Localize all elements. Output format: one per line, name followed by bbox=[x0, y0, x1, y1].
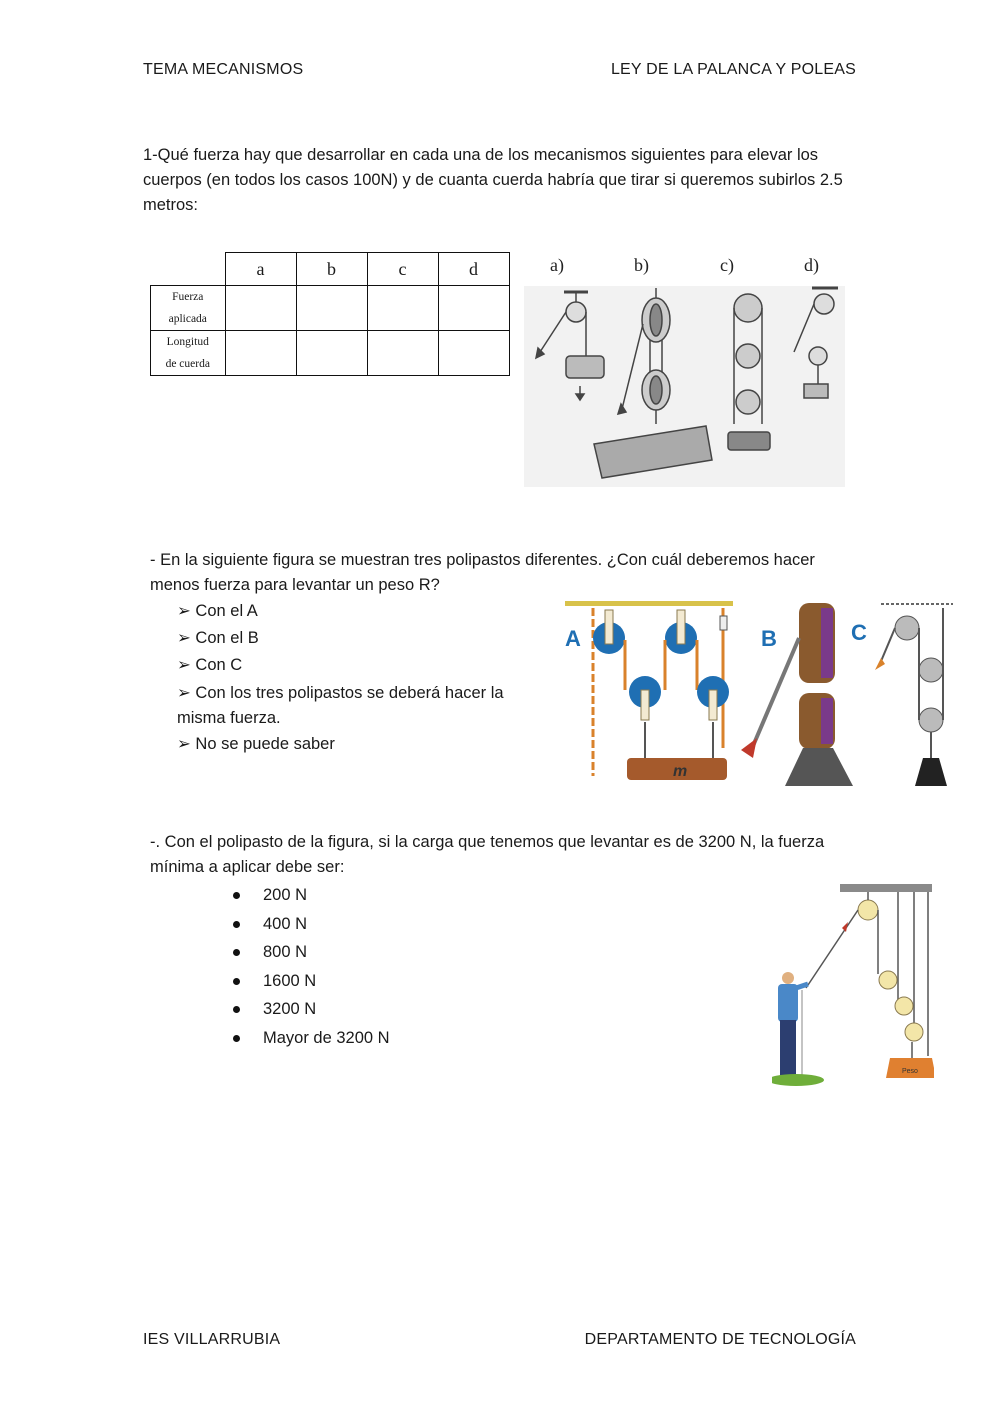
list-item[interactable] bbox=[229, 910, 529, 939]
option-label: Con el A bbox=[195, 602, 258, 620]
list-item[interactable] bbox=[229, 938, 529, 967]
weight-label: Peso bbox=[902, 1068, 918, 1075]
answer-table bbox=[150, 252, 510, 376]
list-item[interactable] bbox=[177, 598, 557, 625]
table-header-row bbox=[151, 253, 510, 286]
answer-cell-longitud-b[interactable] bbox=[296, 331, 367, 376]
option-label: Con los tres polipastos se deberá hacer la bbox=[195, 684, 504, 702]
list-item[interactable] bbox=[177, 625, 557, 652]
list-item[interactable] bbox=[177, 652, 557, 679]
q2-options bbox=[177, 598, 557, 758]
option-label: Con el B bbox=[195, 629, 259, 647]
list-item[interactable] bbox=[229, 967, 529, 996]
answer-cell-longitud-c[interactable] bbox=[367, 331, 438, 376]
man-pulling bbox=[772, 972, 824, 1086]
arrow-bullet-icon: ➢ bbox=[177, 684, 191, 702]
answer-cell-longitud-d[interactable] bbox=[438, 331, 509, 376]
answer-cell-fuerza-a[interactable] bbox=[225, 286, 296, 331]
bullet-icon bbox=[233, 1035, 240, 1042]
table-col-c: c bbox=[367, 253, 438, 286]
header-left: TEMA MECANISMOS bbox=[143, 61, 304, 78]
q3-options bbox=[229, 881, 529, 1052]
option-label: Mayor de 3200 N bbox=[263, 1028, 390, 1047]
answer-cell-longitud-a[interactable] bbox=[225, 331, 296, 376]
table-col-d: d bbox=[438, 253, 509, 286]
option-label-continuation: misma fuerza. bbox=[177, 709, 281, 727]
list-item[interactable] bbox=[229, 881, 529, 910]
footer-left: IES VILLARRUBIA bbox=[143, 1331, 281, 1348]
q3-text: -. Con el polipasto de la figura, si la carga que tenemos que levantar es de 3200 N, la fuerza mínima a aplicar debe ser: bbox=[150, 833, 825, 876]
hoist-label-b: B bbox=[761, 626, 777, 651]
hoist-b bbox=[741, 603, 853, 786]
hoist-label-a: A bbox=[565, 626, 581, 651]
table-col-a: a bbox=[225, 253, 296, 286]
table-row bbox=[151, 331, 510, 376]
arrow-bullet-icon: ➢ bbox=[177, 735, 191, 753]
hoist-label-c: C bbox=[851, 620, 867, 645]
option-label: Con C bbox=[195, 656, 243, 674]
q1-text: 1-Qué fuerza hay que desarrollar en cada una de los mecanismos siguientes para elevar los cuerpos (en todos los casos 100N) y de cuanta cuerda habría que tirar si queremos subirlos 2.5 metros: bbox=[143, 146, 843, 214]
bullet-icon bbox=[233, 892, 240, 899]
arrow-bullet-icon: ➢ bbox=[177, 629, 191, 647]
bullet-icon bbox=[233, 978, 240, 985]
hoist-c bbox=[851, 604, 953, 786]
answer-cell-fuerza-b[interactable] bbox=[296, 286, 367, 331]
q2-text: - En la siguiente figura se muestran tres polipastos diferentes. ¿Con cuál deberemos hacer menos fuerza para levantar un peso R? bbox=[150, 551, 815, 594]
option-label: 200 N bbox=[263, 886, 308, 904]
option-label: 3200 N bbox=[263, 1000, 317, 1018]
table-corner bbox=[151, 253, 226, 286]
answer-cell-fuerza-c[interactable] bbox=[367, 286, 438, 331]
bullet-icon bbox=[233, 949, 240, 956]
figure-label-d: d) bbox=[804, 255, 819, 275]
option-label: 800 N bbox=[263, 943, 308, 961]
row-label-line: Longitud bbox=[166, 336, 209, 348]
man-hoist-figure bbox=[772, 880, 934, 1090]
header-right: LEY DE LA PALANCA Y POLEAS bbox=[610, 61, 856, 78]
row-label-longitud bbox=[151, 331, 226, 376]
figure-label-b: b) bbox=[634, 255, 649, 275]
bullet-icon bbox=[233, 921, 240, 928]
table-col-b: b bbox=[296, 253, 367, 286]
option-label: 400 N bbox=[263, 914, 308, 933]
list-item[interactable] bbox=[229, 1024, 529, 1053]
mass-label: m bbox=[673, 763, 688, 780]
figure-label-c: c) bbox=[720, 255, 734, 275]
pulley-systems-figure bbox=[522, 244, 847, 489]
footer-right: DEPARTAMENTO DE TECNOLOGÍA bbox=[584, 1331, 856, 1348]
hoist-a bbox=[565, 601, 733, 780]
row-label-fuerza bbox=[151, 286, 226, 331]
row-label-line: de cuerda bbox=[165, 358, 210, 370]
table-row bbox=[151, 286, 510, 331]
arrow-bullet-icon: ➢ bbox=[177, 602, 191, 620]
three-hoists-figure bbox=[563, 598, 958, 790]
bullet-icon bbox=[233, 1006, 240, 1013]
list-item[interactable] bbox=[177, 731, 557, 758]
list-item[interactable] bbox=[177, 679, 557, 731]
option-label: No se puede saber bbox=[195, 735, 335, 753]
pull-arrow-icon bbox=[741, 738, 757, 758]
list-item[interactable] bbox=[229, 995, 529, 1024]
figure-label-a: a) bbox=[550, 255, 564, 275]
answer-cell-fuerza-d[interactable] bbox=[438, 286, 509, 331]
row-label-line: Fuerza bbox=[172, 291, 204, 303]
row-label-line: aplicada bbox=[168, 313, 207, 325]
option-label: 1600 N bbox=[263, 971, 317, 990]
arrow-bullet-icon: ➢ bbox=[177, 656, 191, 674]
